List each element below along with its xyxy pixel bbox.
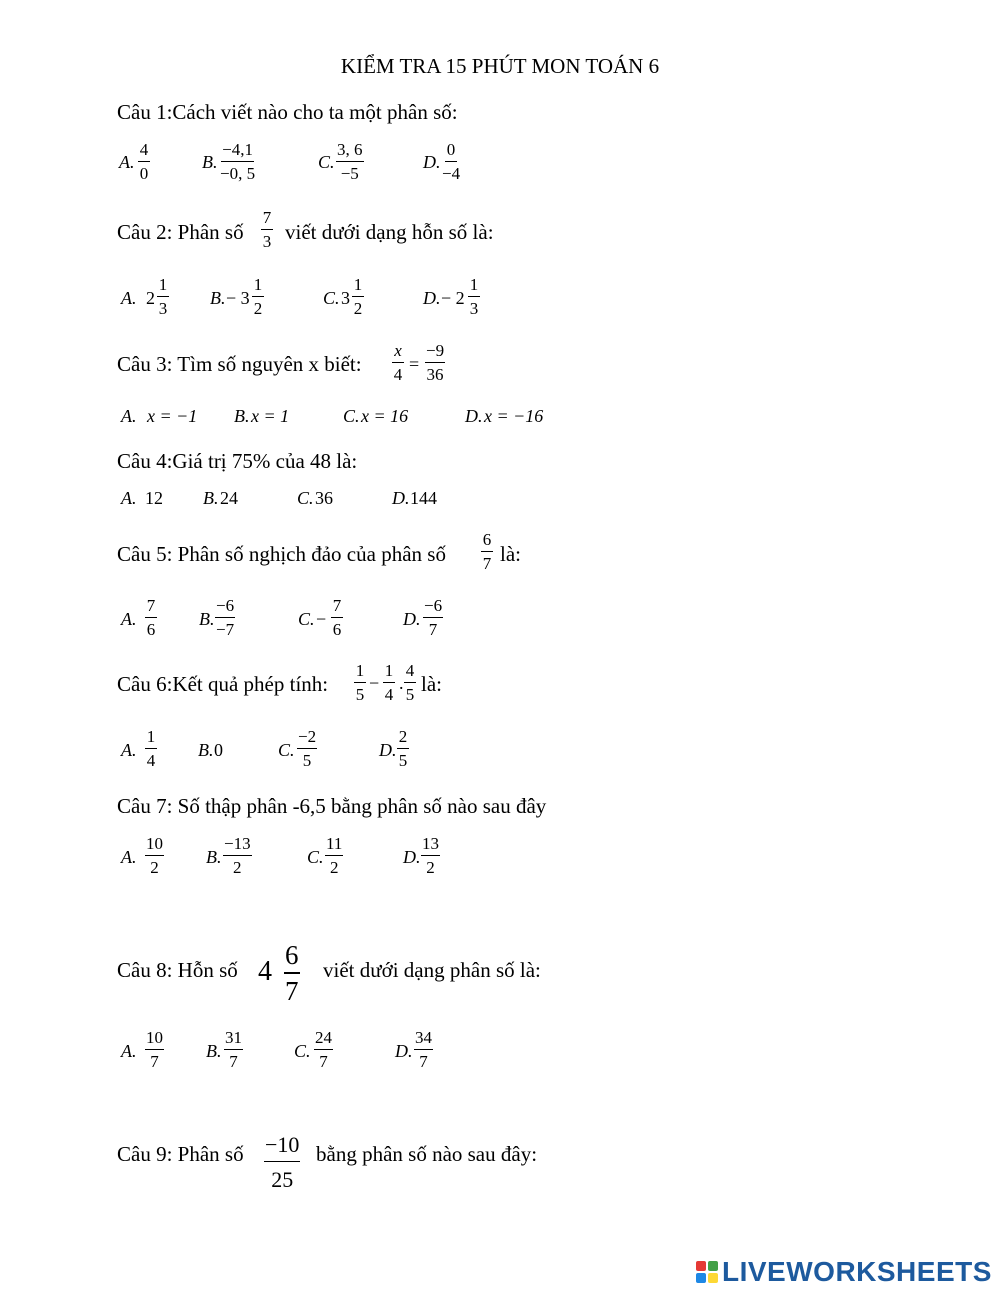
option-b-label: B. — [206, 847, 222, 867]
mixed-number-fraction: $\frac{6}{7}$ — [285, 940, 299, 1006]
option-b-fraction[interactable]: $\frac{31}{7}$ — [225, 1028, 242, 1071]
option-b-fraction[interactable]: $\frac{-13}{2}$ — [224, 834, 251, 877]
question-5-text-before: Câu 5: Phân số nghịch đảo của phân số — [117, 542, 446, 566]
option-c-fraction[interactable]: $\frac{7}{6}$ — [332, 596, 342, 639]
option-a-label: A. — [121, 488, 137, 508]
option-b-label: B. — [210, 288, 226, 308]
option-a-fraction[interactable]: $\frac{1}{4}$ — [146, 727, 156, 770]
option-c-fraction[interactable]: $\frac{11}{2}$ — [326, 834, 343, 877]
option-c-label: C. — [278, 740, 295, 760]
question-6-fraction-2: $\frac{1}{4}$ — [384, 661, 394, 704]
liveworksheets-logo[interactable] — [696, 1256, 992, 1288]
minus-sign: − — [369, 673, 380, 693]
question-4-text: Câu 4:Giá trị 75% của 48 là: — [117, 449, 358, 473]
question-6-fraction-1: $\frac{1}{5}$ — [355, 661, 365, 704]
option-c-label: C. — [307, 847, 324, 867]
equals-sign: = — [409, 354, 420, 374]
option-c-label: C. — [298, 609, 315, 629]
option-c-whole: 3 — [341, 288, 350, 308]
logo-icon — [696, 1261, 718, 1283]
option-a-value[interactable]: 12 — [145, 488, 163, 508]
option-a-fraction[interactable]: $\frac{10}{2}$ — [146, 834, 163, 877]
logo-text: LIVEWORKSHEETS — [722, 1256, 992, 1287]
option-c-label: C. — [343, 406, 360, 426]
option-d-label: D. — [423, 152, 441, 172]
page-title: KIỂM TRA 15 PHÚT MON TOÁN 6 — [340, 54, 660, 78]
option-d-fraction[interactable]: $\frac{1}{3}$ — [469, 275, 479, 318]
option-b-fraction[interactable]: $\frac{1}{2}$ — [253, 275, 263, 318]
question-8-text-after: viết dưới dạng phân số là: — [323, 958, 541, 982]
option-b-label: B. — [202, 152, 218, 172]
option-a-label: A. — [121, 406, 137, 426]
mixed-number-whole: 4 — [258, 956, 272, 987]
option-b-value[interactable]: 24 — [220, 488, 238, 508]
question-6-text-after: là: — [421, 672, 442, 696]
option-c-label: C. — [297, 488, 314, 508]
question-2-text-after: viết dưới dạng hỗn số là: — [285, 220, 494, 244]
question-6-fraction-3: $\frac{4}{5}$ — [405, 661, 415, 704]
option-a-label: A. — [121, 847, 137, 867]
option-c-fraction[interactable]: $\frac{1}{2}$ — [353, 275, 363, 318]
option-b-value[interactable]: 0 — [214, 740, 223, 760]
option-a-label: A. — [119, 152, 135, 172]
question-1-text: Câu 1:Cách viết nào cho ta một phân số: — [117, 100, 458, 124]
option-d-fraction[interactable]: $\frac{-6}{7}$ — [424, 596, 443, 639]
logo-square — [696, 1261, 706, 1271]
option-c-label: C. — [318, 152, 335, 172]
question-9-text-after: bằng phân số nào sau đây: — [316, 1142, 538, 1166]
option-b-whole: − 3 — [226, 288, 250, 308]
option-a-fraction[interactable]: $\frac{4}{0}$ — [139, 140, 149, 183]
option-a-label: A. — [121, 1041, 137, 1061]
dot-sign: . — [399, 673, 404, 693]
option-d-fraction[interactable]: $\frac{2}{5}$ — [398, 727, 408, 770]
option-c-value[interactable]: 36 — [315, 488, 333, 508]
question-6-text-before: Câu 6:Kết quả phép tính: — [117, 672, 329, 696]
option-a-fraction[interactable]: $\frac{1}{3}$ — [158, 275, 168, 318]
option-d-fraction[interactable]: $\frac{13}{2}$ — [422, 834, 439, 877]
option-d-label: D. — [465, 406, 483, 426]
option-c-value[interactable]: x = 16 — [361, 406, 409, 426]
option-d-value[interactable]: 144 — [410, 488, 437, 508]
logo-square — [708, 1261, 718, 1271]
option-c-fraction[interactable]: $\frac{24}{7}$ — [315, 1028, 332, 1071]
option-a-value[interactable]: x = −1 — [147, 406, 198, 426]
option-b-label: B. — [198, 740, 214, 760]
option-b-label: B. — [199, 609, 215, 629]
option-d-whole: − 2 — [441, 288, 465, 308]
option-a-label: A. — [121, 740, 137, 760]
option-c-fraction[interactable]: $\frac{-2}{5}$ — [298, 727, 317, 770]
option-c-label: C. — [294, 1041, 311, 1061]
question-7-text: Câu 7: Số thập phân -6,5 bằng phân số nào sau đây — [117, 794, 547, 818]
option-d-value[interactable]: x = −16 — [484, 406, 544, 426]
option-d-fraction[interactable]: $\frac{0}{-4}$ — [442, 140, 461, 183]
question-5-text-after: là: — [500, 542, 521, 566]
option-d-fraction[interactable]: $\frac{34}{7}$ — [415, 1028, 432, 1071]
question-3-lhs-fraction: $\frac{x}{4}$ — [393, 341, 403, 384]
option-b-label: B. — [234, 406, 250, 426]
question-2-fraction: $\frac{7}{3}$ — [262, 208, 272, 251]
option-a-label: A. — [121, 609, 137, 629]
option-b-label: B. — [203, 488, 219, 508]
option-c-label: C. — [323, 288, 340, 308]
option-d-label: D. — [379, 740, 397, 760]
question-9-fraction: $\frac{-10}{25}$ — [265, 1132, 300, 1192]
logo-square — [708, 1273, 718, 1283]
question-5-fraction: $\frac{6}{7}$ — [482, 530, 492, 573]
question-2-text-before: Câu 2: Phân số — [117, 220, 244, 244]
option-a-fraction[interactable]: $\frac{7}{6}$ — [146, 596, 156, 639]
option-b-value[interactable]: x = 1 — [251, 406, 290, 426]
option-a-label: A. — [121, 288, 137, 308]
question-3-text: Câu 3: Tìm số nguyên x biết: — [117, 352, 362, 376]
option-c-sign: − — [316, 609, 327, 629]
option-d-label: D. — [403, 847, 421, 867]
option-d-label: D. — [395, 1041, 413, 1061]
option-b-label: B. — [206, 1041, 222, 1061]
question-9-text-before: Câu 9: Phân số — [117, 1142, 244, 1166]
option-d-label: D. — [392, 488, 410, 508]
option-a-whole: 2 — [146, 288, 155, 308]
option-d-label: D. — [423, 288, 441, 308]
question-3-rhs-fraction: $\frac{-9}{36}$ — [426, 341, 445, 384]
logo-square — [696, 1273, 706, 1283]
option-a-fraction[interactable]: $\frac{10}{7}$ — [146, 1028, 163, 1071]
option-d-label: D. — [403, 609, 421, 629]
option-b-fraction[interactable]: $\frac{-4,1}{-0, 5}$ — [220, 140, 256, 183]
option-b-fraction[interactable]: $\frac{-6}{-7}$ — [216, 596, 235, 639]
question-8-text-before: Câu 8: Hỗn số — [117, 958, 238, 982]
option-c-fraction[interactable]: $\frac{3, 6}{-5}$ — [337, 140, 363, 183]
